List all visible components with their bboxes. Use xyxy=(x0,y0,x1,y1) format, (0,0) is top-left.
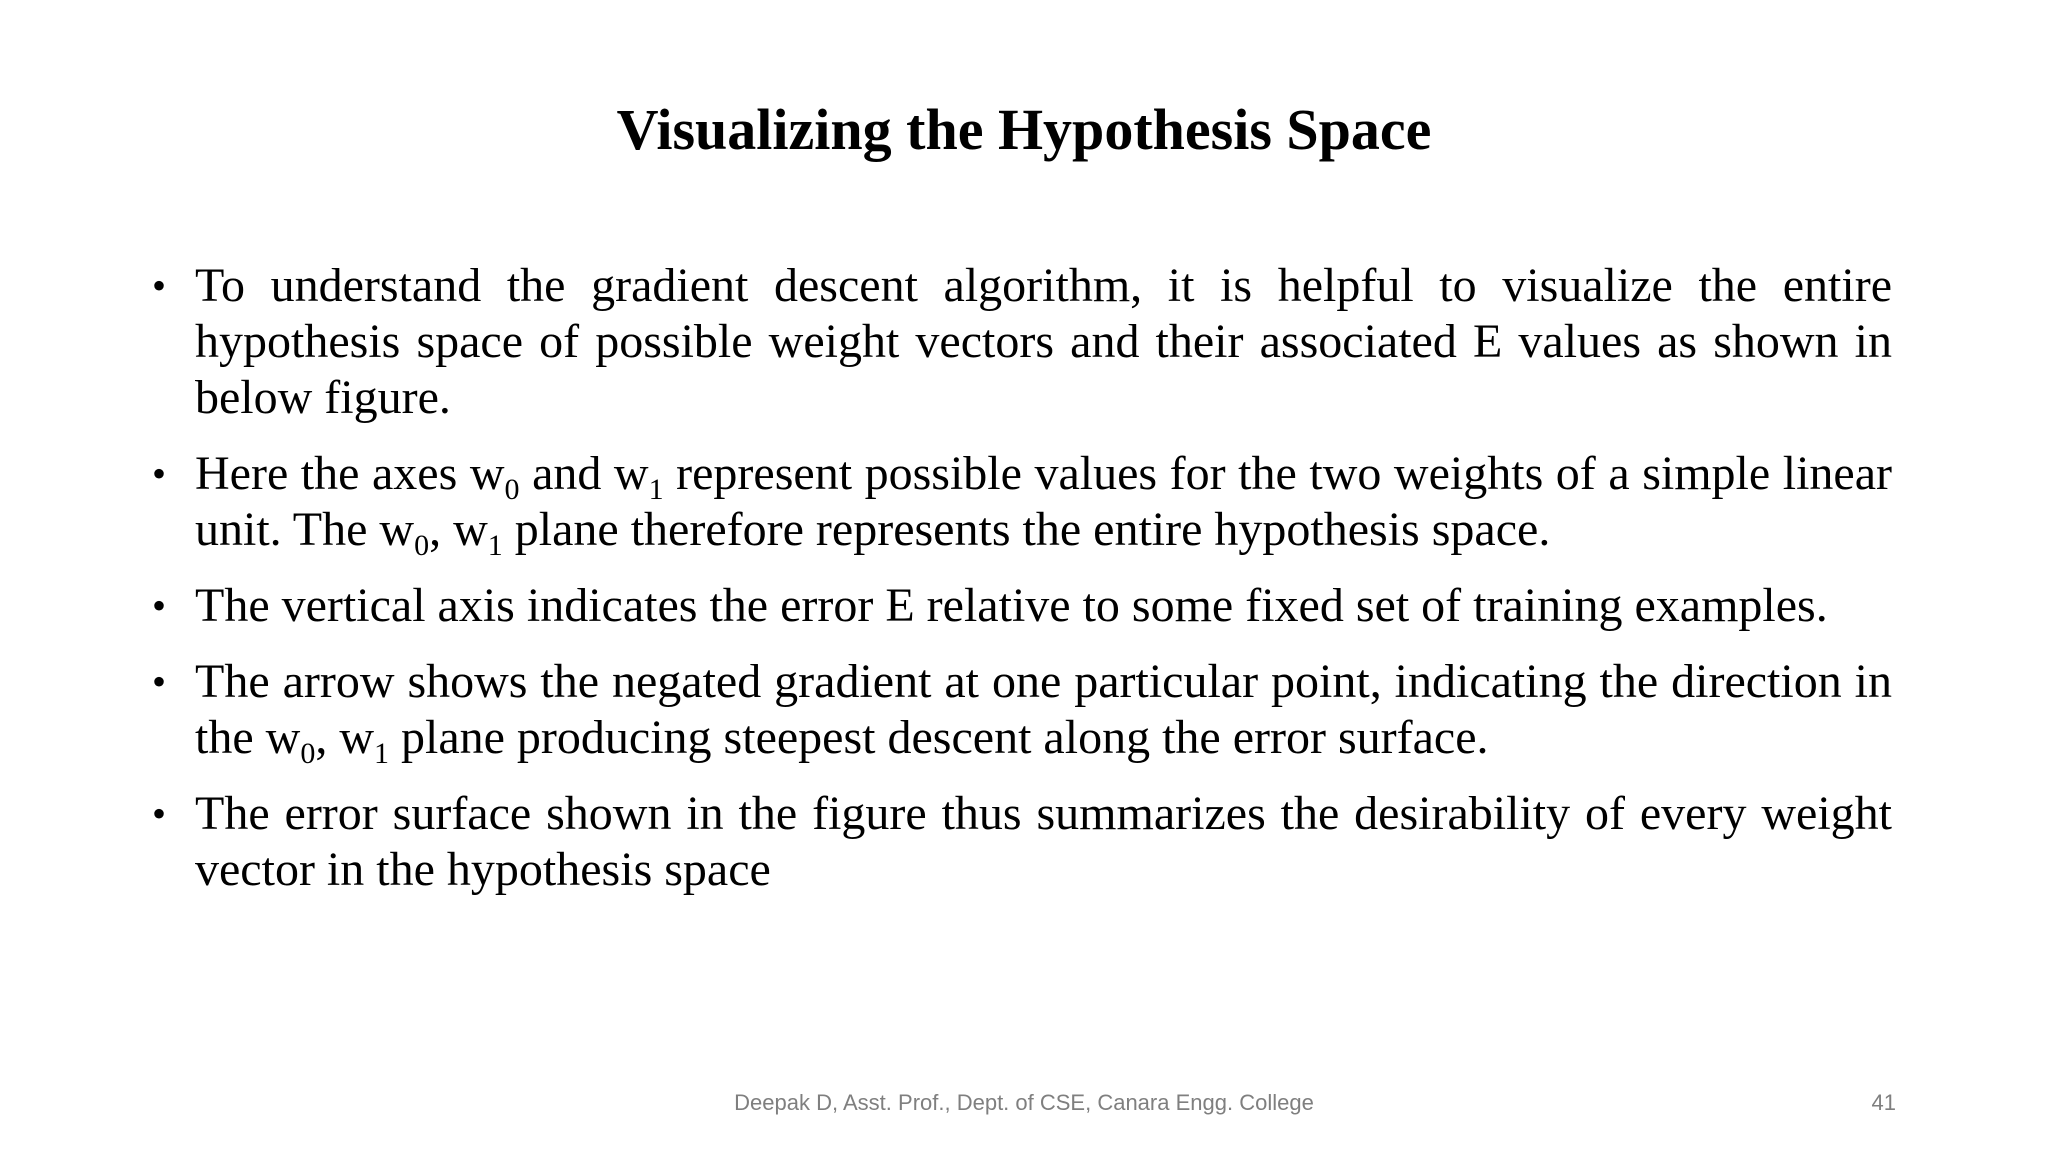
slide-footer: Deepak D, Asst. Prof., Dept. of CSE, Canara Engg. College xyxy=(734,1090,1314,1115)
bullet-text: The vertical axis indicates the error E relative to some fixed set of training examples. xyxy=(195,579,1828,632)
bullet-icon: • xyxy=(152,263,167,308)
bullet-item xyxy=(152,786,1892,898)
subscript: 1 xyxy=(373,737,389,770)
bullet-list xyxy=(152,258,1892,918)
bullet-text: Here the axes $w_0$ and $w_1$ represent possible values for the two weights of a simple linear unit. The $w_0$, $w_1$ plane therefore represents the entire hypothesis space. xyxy=(195,447,1892,562)
subscript: 1 xyxy=(648,473,664,506)
bullet-item xyxy=(152,578,1892,634)
bullet-item xyxy=(152,258,1892,426)
bullet-icon: • xyxy=(152,451,167,496)
subscript: 0 xyxy=(300,737,316,770)
bullet-icon: • xyxy=(152,791,167,836)
bullet-icon: • xyxy=(152,583,167,628)
page-number: 41 xyxy=(1871,1090,1896,1115)
subscript: 1 xyxy=(487,529,503,562)
slide-title: Visualizing the Hypothesis Space xyxy=(616,97,1432,162)
bullet-item xyxy=(152,654,1892,770)
subscript: 0 xyxy=(504,473,520,506)
bullet-text: The arrow shows the negated gradient at one particular point, indicating the direction in the $w_0$, $w_1$ plane producing steepest descent along the error surface. xyxy=(195,655,1892,770)
bullet-text: To understand the gradient descent algorithm, it is helpful to visualize the entire hypothesis space of possible weight vectors and their associated E values as shown in below figure. xyxy=(195,259,1892,424)
bullet-item xyxy=(152,446,1892,562)
bullet-text: The error surface shown in the figure thus summarizes the desirability of every weight vector in the hypothesis space xyxy=(195,787,1892,896)
bullet-icon: • xyxy=(152,659,167,704)
subscript: 0 xyxy=(414,529,430,562)
